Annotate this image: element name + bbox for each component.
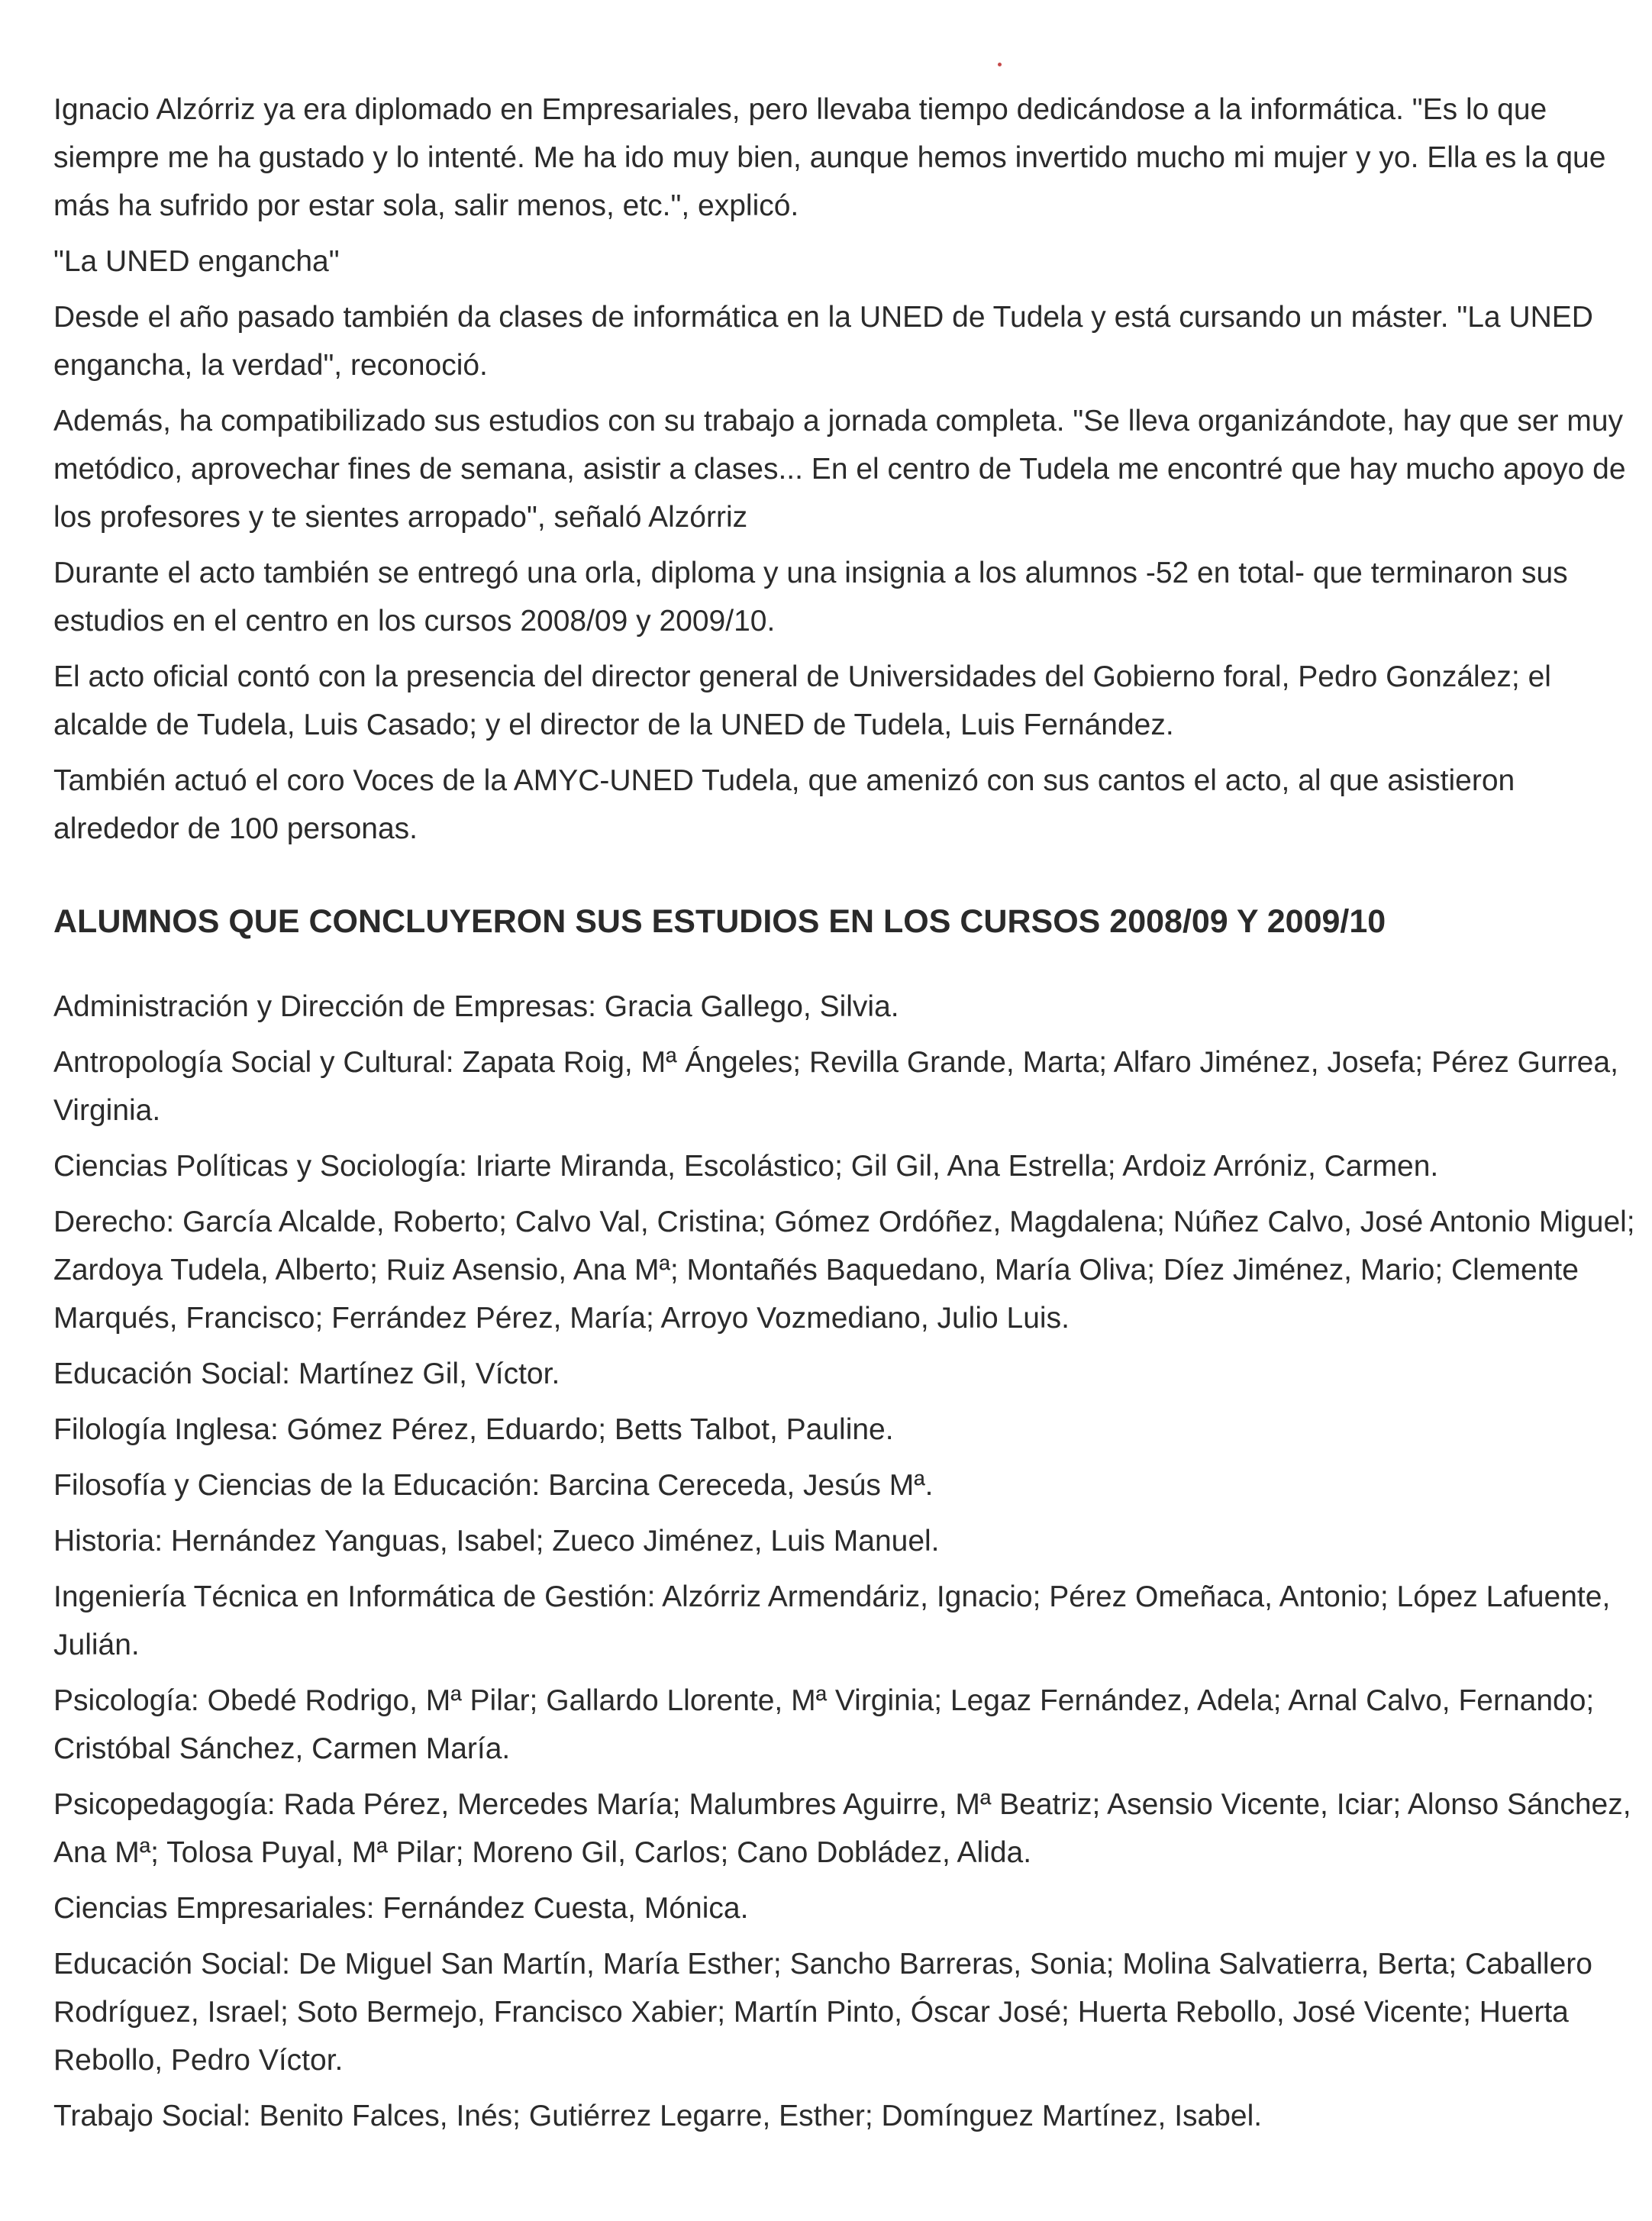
intro-paragraph-3: Además, ha compatibilizado sus estudios con su trabajo a jornada completa. "Se lleva organizándote, hay que ser muy metódico, aprovechar fines de semana, asistir a clases... En el centro de Tudela me encontré que hay mucho apoyo de los profesores y te sientes arropado", señaló Alzórriz bbox=[53, 405, 1626, 534]
intro-paragraph-4: Durante el acto también se entregó una orla, diploma y una insignia a los alumnos -52 en total- que terminaron sus estudios en el centro en los cursos 2008/09 y 2009/10. bbox=[53, 557, 1568, 638]
intro-paragraph-5: El acto oficial contó con la presencia del director general de Universidades del Gobierno foral, Pedro González; el alcalde de Tudela, Luis Casado; y el director de la UNED de Tudela, Luis Fernández. bbox=[53, 660, 1551, 741]
graduates-item: Historia: Hernández Yanguas, Isabel; Zueco Jiménez, Luis Manuel. bbox=[53, 1525, 940, 1558]
graduates-item: Antropología Social y Cultural: Zapata Roig, Mª Ángeles; Revilla Grande, Marta; Alfaro Jiménez, Josefa; Pérez Gurrea, Virginia. bbox=[53, 1046, 1618, 1127]
graduates-item: Ingeniería Técnica en Informática de Gestión: Alzórriz Armendáriz, Ignacio; Pérez Omeñaca, Antonio; López Lafuente, Julián. bbox=[53, 1580, 1611, 1661]
graduates-item: Filología Inglesa: Gómez Pérez, Eduardo; Betts Talbot, Pauline. bbox=[53, 1413, 894, 1446]
graduates-item: Derecho: García Alcalde, Roberto; Calvo Val, Cristina; Gómez Ordóñez, Magdalena; Núñez Calvo, José Antonio Miguel; Zardoya Tudela, Alberto; Ruiz Asensio, Ana Mª; Montañés Baquedano, María Oliva; Díez Jiménez, Mario; Clemente Marqués, Francisco; Ferrández Pérez, María; Arroyo Vozmediano, Julio Luis. bbox=[53, 1206, 1635, 1335]
graduates-item: Ciencias Empresariales: Fernández Cuesta, Mónica. bbox=[53, 1892, 749, 1925]
graduates-item: Filosofía y Ciencias de la Educación: Barcina Cereceda, Jesús Mª. bbox=[53, 1469, 934, 1502]
graduates-item: Ciencias Políticas y Sociología: Iriarte Miranda, Escolástico; Gil Gil, Ana Estrella; Ardoiz Arróniz, Carmen. bbox=[53, 1150, 1439, 1183]
graduates-item: Psicopedagogía: Rada Pérez, Mercedes María; Malumbres Aguirre, Mª Beatriz; Asensio Vicente, Iciar; Alonso Sánchez, Ana Mª; Tolosa Puyal, Mª Pilar; Moreno Gil, Carlos; Cano Dobládez, Alida. bbox=[53, 1788, 1631, 1869]
graduates-item: Administración y Dirección de Empresas: Gracia Gallego, Silvia. bbox=[53, 990, 899, 1023]
graduates-item: Educación Social: De Miguel San Martín, María Esther; Sancho Barreras, Sonia; Molina Salvatierra, Berta; Caballero Rodríguez, Israel; Soto Bermejo, Francisco Xabier; Martín Pinto, Óscar José; Huerta Rebollo, José Vicente; Huerta Rebollo, Pedro Víctor. bbox=[53, 1948, 1592, 2077]
intro-paragraph-6: También actuó el coro Voces de la AMYC-UNED Tudela, que amenizó con sus cantos el acto, al que asistieron alrededor de 100 personas. bbox=[53, 764, 1515, 845]
stray-red-mark bbox=[998, 63, 1002, 66]
intro-paragraph-1: Ignacio Alzórriz ya era diplomado en Empresariales, pero llevaba tiempo dedicándose a la informática. "Es lo que siempre me ha gustado y lo intenté. Me ha ido muy bien, aunque hemos invertido mucho mi mujer y yo. Ella es la que más ha sufrido por estar sola, salir menos, etc.", explicó. bbox=[53, 93, 1606, 222]
graduates-item: Educación Social: Martínez Gil, Víctor. bbox=[53, 1357, 560, 1390]
graduates-item: Psicología: Obedé Rodrigo, Mª Pilar; Gallardo Llorente, Mª Virginia; Legaz Fernández, Adela; Arnal Calvo, Fernando; Cristóbal Sánchez, Carmen María. bbox=[53, 1684, 1595, 1765]
graduates-list bbox=[53, 983, 1641, 2140]
graduates-heading: ALUMNOS QUE CONCLUYERON SUS ESTUDIOS EN LOS CURSOS 2008/09 Y 2009/10 bbox=[53, 903, 1386, 940]
intro-paragraph-2: Desde el año pasado también da clases de informática en la UNED de Tudela y está cursando un máster. "La UNED engancha, la verdad", reconoció. bbox=[53, 301, 1593, 382]
graduates-item: Trabajo Social: Benito Falces, Inés; Gutiérrez Legarre, Esther; Domínguez Martínez, Isabel. bbox=[53, 2100, 1263, 2132]
article-body bbox=[53, 86, 1641, 2148]
subheading-la-uned-engancha: "La UNED engancha" bbox=[53, 245, 340, 278]
